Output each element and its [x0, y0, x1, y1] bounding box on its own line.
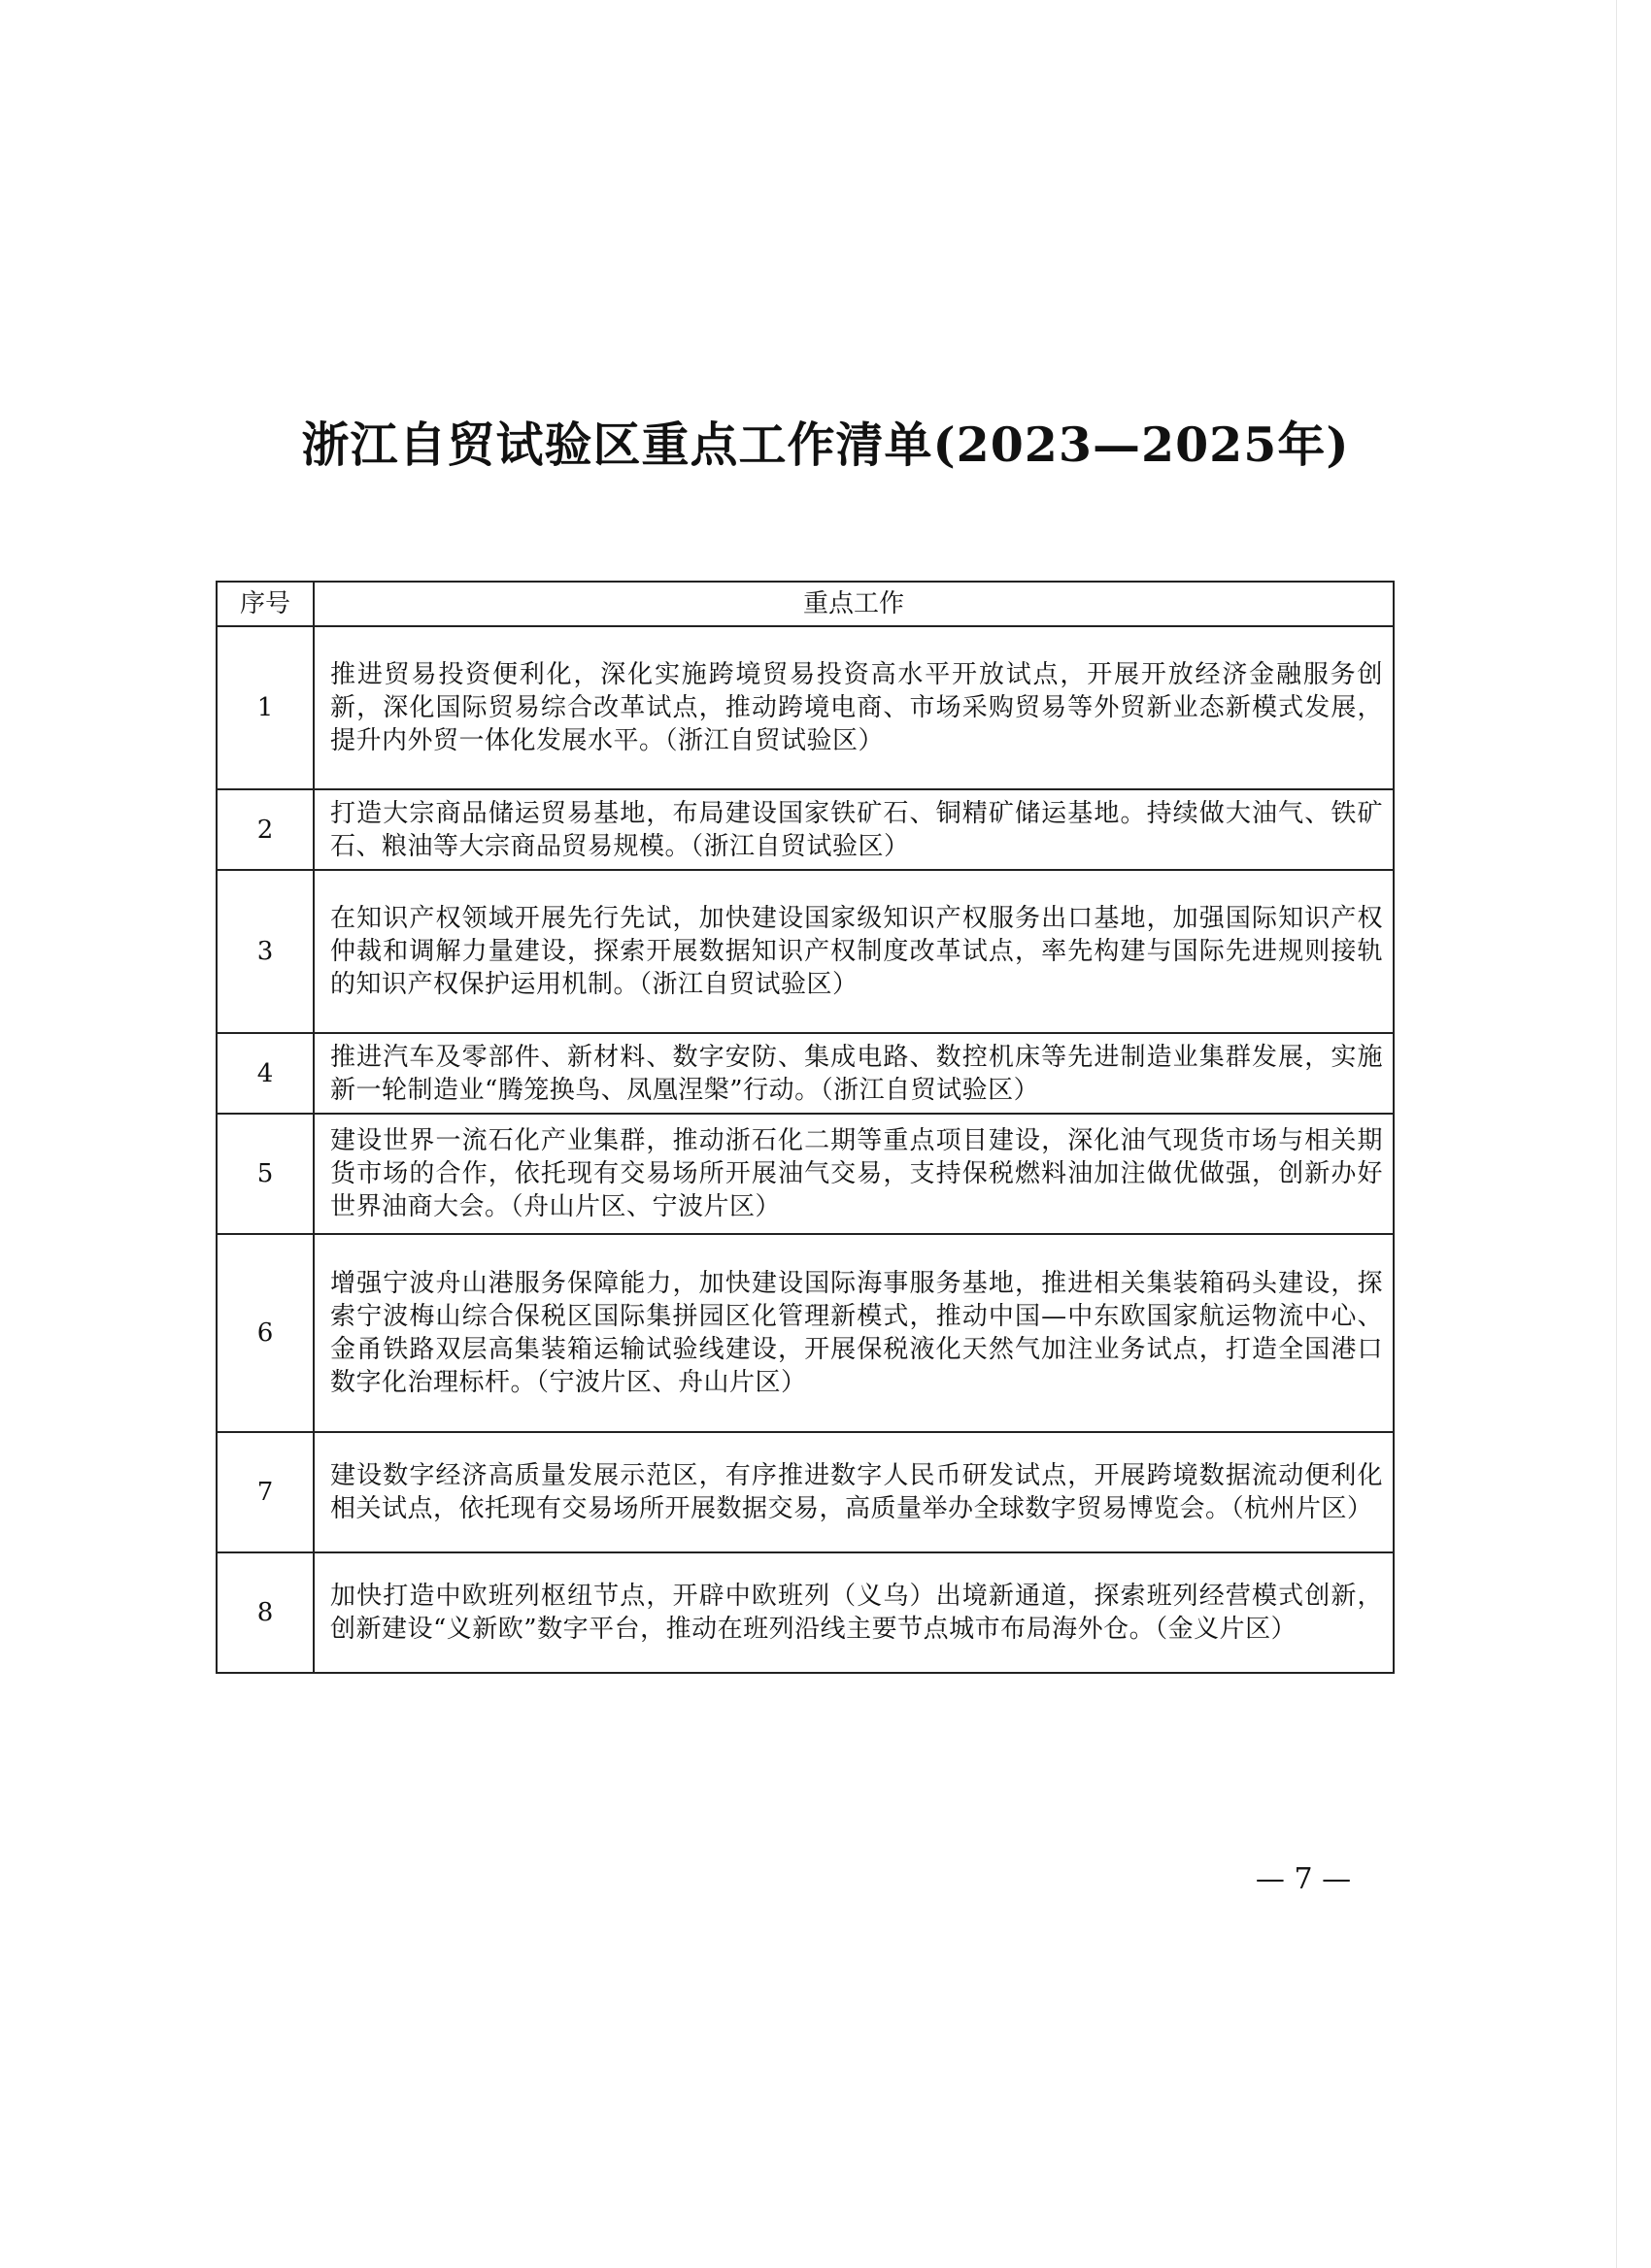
row-work: 增强宁波舟山港服务保障能力，加快建设国际海事服务基地，推进相关集装箱码头建设，探索宁波梅山综合保税区国际集拼园区化管理新模式，推动中国—中东欧国家航运物流中心、金甬铁路双层高集装箱运输试验线建设，开展保税液化天然气加注业务试点，打造全国港口数字化治理标杆。（宁波片区、舟山片区）	[314, 1234, 1394, 1432]
table-row	[217, 1234, 1394, 1432]
row-work: 推进贸易投资便利化，深化实施跨境贸易投资高水平开放试点，开展开放经济金融服务创新，深化国际贸易综合改革试点，推动跨境电商、市场采购贸易等外贸新业态新模式发展，提升内外贸一体化发展水平。（浙江自贸试验区）	[314, 626, 1394, 789]
row-work: 加快打造中欧班列枢纽节点，开辟中欧班列（义乌）出境新通道，探索班列经营模式创新，创新建设“义新欧”数字平台，推动在班列沿线主要节点城市布局海外仓。（金义片区）	[314, 1552, 1394, 1673]
table-row	[217, 789, 1394, 870]
row-index: 3	[217, 870, 314, 1033]
row-work: 建设数字经济高质量发展示范区，有序推进数字人民币研发试点，开展跨境数据流动便利化相关试点，依托现有交易场所开展数据交易，高质量举办全球数字贸易博览会。（杭州片区）	[314, 1432, 1394, 1552]
page-edge-line	[1616, 0, 1617, 2268]
row-index: 8	[217, 1552, 314, 1673]
row-work: 建设世界一流石化产业集群，推动浙石化二期等重点项目建设，深化油气现货市场与相关期货市场的合作，依托现有交易场所开展油气交易，支持保税燃料油加注做优做强，创新办好世界油商大会。（舟山片区、宁波片区）	[314, 1114, 1394, 1234]
table-row	[217, 1552, 1394, 1673]
table-row	[217, 1114, 1394, 1234]
row-work: 推进汽车及零部件、新材料、数字安防、集成电路、数控机床等先进制造业集群发展，实施新一轮制造业“腾笼换鸟、凤凰涅槃”行动。（浙江自贸试验区）	[314, 1033, 1394, 1114]
table-row	[217, 1033, 1394, 1114]
row-index: 4	[217, 1033, 314, 1114]
table-row	[217, 870, 1394, 1033]
table-header-row	[217, 582, 1394, 626]
row-index: 1	[217, 626, 314, 789]
row-index: 7	[217, 1432, 314, 1552]
row-index: 5	[217, 1114, 314, 1234]
table-row	[217, 626, 1394, 789]
row-work: 打造大宗商品储运贸易基地，布局建设国家铁矿石、铜精矿储运基地。持续做大油气、铁矿石、粮油等大宗商品贸易规模。（浙江自贸试验区）	[314, 789, 1394, 870]
row-work: 在知识产权领域开展先行先试，加快建设国家级知识产权服务出口基地，加强国际知识产权仲裁和调解力量建设，探索开展数据知识产权制度改革试点，率先构建与国际先进规则接轨的知识产权保护运用机制。（浙江自贸试验区）	[314, 870, 1394, 1033]
header-work: 重点工作	[314, 582, 1394, 626]
table-row	[217, 1432, 1394, 1552]
page-number: — 7 —	[1255, 1862, 1352, 1896]
work-list-table	[216, 581, 1395, 1674]
header-index: 序号	[217, 582, 314, 626]
row-index: 6	[217, 1234, 314, 1432]
work-list-table-container	[216, 581, 1393, 1674]
document-title: 浙江自贸试验区重点工作清单(2023—2025年)	[301, 417, 1350, 473]
row-index: 2	[217, 789, 314, 870]
